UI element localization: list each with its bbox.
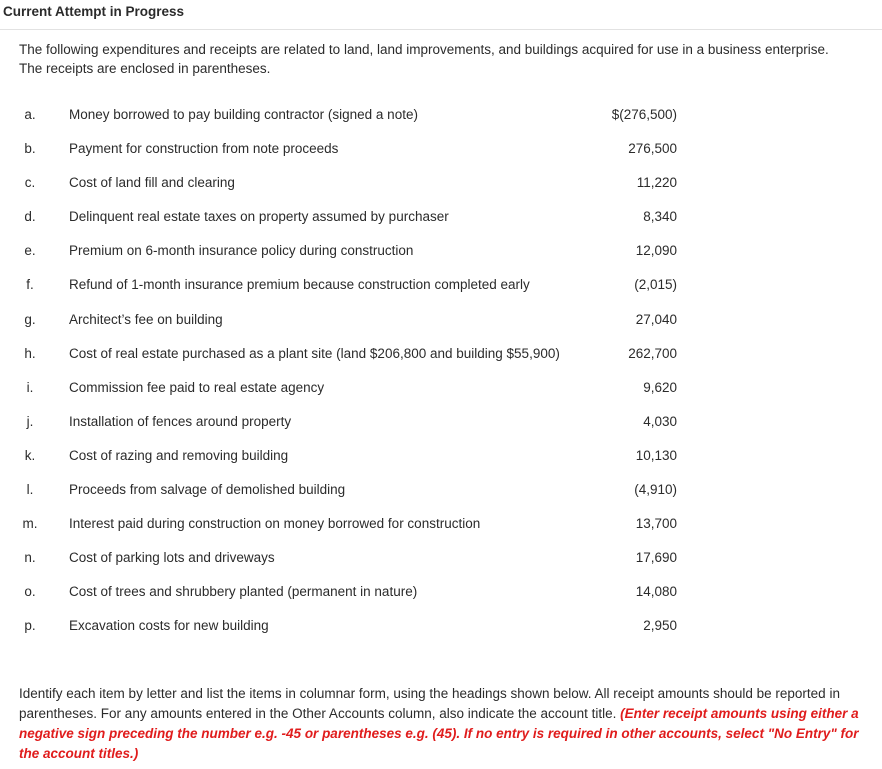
item-letter: n. [24, 550, 36, 566]
item-amount: 262,700 [628, 345, 677, 361]
list-item [0, 437, 882, 471]
list-item [0, 198, 882, 232]
page-title: Current Attempt in Progress [3, 4, 185, 19]
item-description: Cost of land fill and clearing [69, 175, 235, 191]
item-description: Commission fee paid to real estate agency [69, 379, 325, 395]
item-letter: d. [24, 209, 36, 225]
list-item [0, 539, 882, 573]
item-letter: j. [26, 413, 34, 429]
item-letter: f. [26, 277, 34, 293]
item-letter: k. [24, 447, 36, 463]
item-description: Architect’s fee on building [69, 311, 223, 327]
item-letter: e. [24, 243, 36, 259]
item-letter: b. [24, 141, 36, 157]
item-amount: 2,950 [643, 618, 677, 634]
list-item [0, 232, 882, 266]
item-amount: 12,090 [635, 243, 677, 259]
item-amount: 17,690 [635, 550, 677, 566]
item-description: Payment for construction from note proceeds [69, 141, 339, 157]
intro-paragraph: The following expenditures and receipts are related to land, land improvements, and buildings acquired for use in a business enterprise. The receipts are enclosed in parentheses. [19, 42, 829, 76]
item-letter: l. [26, 482, 34, 498]
item-amount: 276,500 [628, 141, 677, 157]
list-item [0, 96, 882, 130]
list-item [0, 266, 882, 300]
header-bar [0, 0, 882, 30]
item-letter: c. [24, 175, 36, 191]
item-letter: p. [24, 618, 36, 634]
list-item [0, 369, 882, 403]
item-description: Installation of fences around property [69, 413, 292, 429]
list-item [0, 573, 882, 607]
list-item [0, 130, 882, 164]
item-amount: 27,040 [635, 311, 677, 327]
instructions-emphasis: (Enter receipt amounts using either a negative sign preceding the number e.g. -45 or parentheses e.g. (45). If no entry is required in other accounts, select "No Entry" for the account titles.) [19, 706, 859, 761]
item-amount: (2,015) [634, 277, 677, 293]
item-description: Proceeds from salvage of demolished building [69, 482, 346, 498]
item-letter: m. [22, 516, 38, 532]
item-description: Interest paid during construction on money borrowed for construction [69, 516, 481, 532]
item-letter: h. [24, 345, 36, 361]
item-description: Premium on 6-month insurance policy during construction [69, 243, 414, 259]
list-item [0, 403, 882, 437]
list-item [0, 607, 882, 641]
item-description: Cost of trees and shrubbery planted (permanent in nature) [69, 584, 418, 600]
items-list [0, 96, 882, 642]
list-item [0, 471, 882, 505]
item-description: Refund of 1-month insurance premium because construction completed early [69, 277, 530, 293]
item-amount: (4,910) [634, 482, 677, 498]
item-amount: 11,220 [636, 175, 677, 191]
list-item [0, 164, 882, 198]
item-amount: 4,030 [643, 413, 677, 429]
item-amount: 9,620 [643, 379, 677, 395]
item-amount: 14,080 [635, 584, 677, 600]
item-description: Delinquent real estate taxes on property assumed by purchaser [69, 209, 449, 225]
item-description: Cost of parking lots and driveways [69, 550, 275, 566]
instructions-text: Identify each item by letter and list the items in columnar form, using the headings shown below. All receipt amounts should be reported in parentheses. For any amounts entered in the Other Accounts column, also indicate the account title. [19, 686, 840, 721]
item-letter: i. [26, 379, 34, 395]
list-item [0, 335, 882, 369]
item-description: Cost of razing and removing building [69, 447, 289, 463]
list-item [0, 301, 882, 335]
instructions-paragraph [19, 684, 859, 764]
item-description: Money borrowed to pay building contractor (signed a note) [69, 107, 418, 122]
item-letter: g. [24, 311, 36, 327]
item-amount: $(276,500) [611, 107, 677, 122]
item-description: Cost of real estate purchased as a plant site (land $206,800 and building $55,900) [69, 345, 560, 361]
item-amount: 8,340 [643, 209, 677, 225]
item-letter: a. [24, 107, 36, 122]
list-item [0, 505, 882, 539]
item-letter: o. [24, 584, 36, 600]
item-amount: 10,130 [635, 447, 677, 463]
item-description: Excavation costs for new building [69, 618, 269, 634]
item-amount: 13,700 [635, 516, 677, 532]
